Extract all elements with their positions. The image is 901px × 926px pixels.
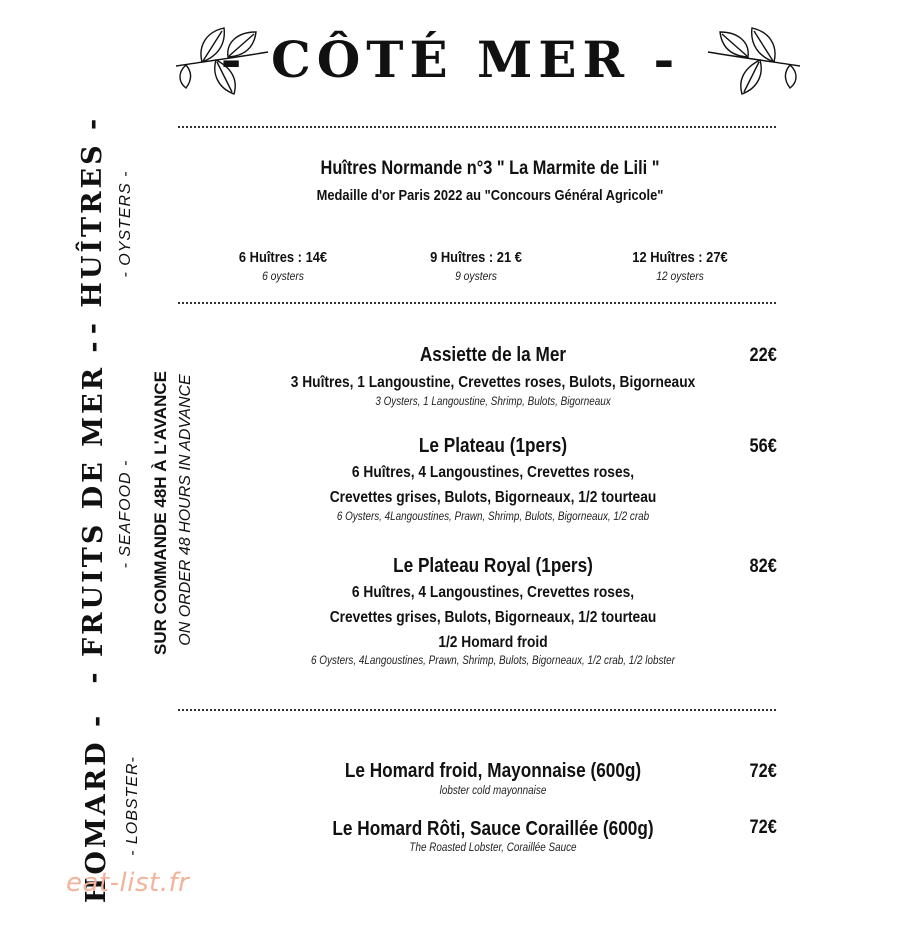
item-price: 72€: [749, 761, 777, 782]
page-title: - CÔTÉ MER -: [220, 30, 681, 89]
item-description-en: 6 Oysters, 4Langoustines, Prawn, Shrimp, Bulots, Bigorneaux, 1/2 crab: [336, 511, 650, 523]
oyster-tier-en: 6 oysters: [262, 269, 304, 283]
item-description: 6 Huîtres, 4 Langoustines, Crevettes roses,: [351, 464, 635, 481]
divider: [178, 709, 776, 711]
oysters-subtitle: Medaille d'or Paris 2022 au "Concours Général Agricole": [316, 187, 664, 204]
section-sublabel-oysters: - OYSTERS -: [117, 170, 134, 278]
item-description-en: The Roasted Lobster, Coraillée Sauce: [409, 842, 577, 854]
item-description-en: lobster cold mayonnaise: [439, 785, 547, 797]
item-description: 6 Huîtres, 4 Langoustines, Crevettes roses,: [351, 584, 635, 601]
section-sublabel-lobster: - LOBSTER-: [124, 756, 141, 856]
item-description-en: 6 Oysters, 4Langoustines, Prawn, Shrimp, Bulots, Bigorneaux, 1/2 crab, 1/2 lobster: [311, 655, 675, 667]
section-sublabel-seafood: - SEAFOOD -: [117, 459, 134, 569]
item-name: Le Homard froid, Mayonnaise (600g): [344, 760, 642, 782]
order-note-en: ON ORDER 48 HOURS IN ADVANCE: [177, 374, 194, 646]
item-name: Assiette de la Mer: [419, 344, 567, 366]
item-description-en: 3 Oysters, 1 Langoustine, Shrimp, Bulots, Bigorneaux: [375, 396, 611, 408]
section-label-seafood: - FRUITS DE MER -: [78, 338, 109, 684]
leaf-ornament-right-icon: [704, 22, 804, 102]
item-price: 22€: [749, 345, 777, 366]
section-label-oysters: - HUÎTRES -: [77, 115, 108, 335]
order-note: SUR COMMANDE 48H À L'AVANCE: [151, 371, 170, 655]
divider: [178, 126, 776, 128]
oyster-tier-price: 12 Huîtres : 27€: [632, 249, 728, 266]
oyster-tier-price: 9 Huîtres : 21 €: [430, 249, 522, 266]
item-name: Le Homard Rôti, Sauce Coraillée (600g): [332, 818, 654, 840]
item-description: Crevettes grises, Bulots, Bigorneaux, 1/2 tourteau: [329, 489, 657, 506]
oyster-tier-en: 12 oysters: [656, 269, 704, 283]
item-description: Crevettes grises, Bulots, Bigorneaux, 1/2 tourteau: [329, 609, 657, 626]
item-price: 56€: [749, 436, 777, 457]
oysters-title: Huîtres Normande n°3 " La Marmite de Lili ": [320, 158, 660, 179]
item-description: 3 Huîtres, 1 Langoustine, Crevettes roses, Bulots, Bigorneaux: [290, 374, 696, 391]
item-price: 72€: [749, 817, 777, 838]
item-name: Le Plateau (1pers): [418, 435, 568, 457]
item-name: Le Plateau Royal (1pers): [393, 555, 593, 577]
item-description: 1/2 Homard froid: [438, 634, 548, 651]
item-price: 82€: [749, 556, 777, 577]
oyster-tier-price: 6 Huîtres : 14€: [238, 249, 328, 266]
oyster-tier-en: 9 oysters: [455, 269, 497, 283]
divider: [178, 302, 776, 304]
watermark: eat-list.fr: [66, 868, 190, 898]
section-label-lobster: HOMARD -: [81, 712, 112, 904]
